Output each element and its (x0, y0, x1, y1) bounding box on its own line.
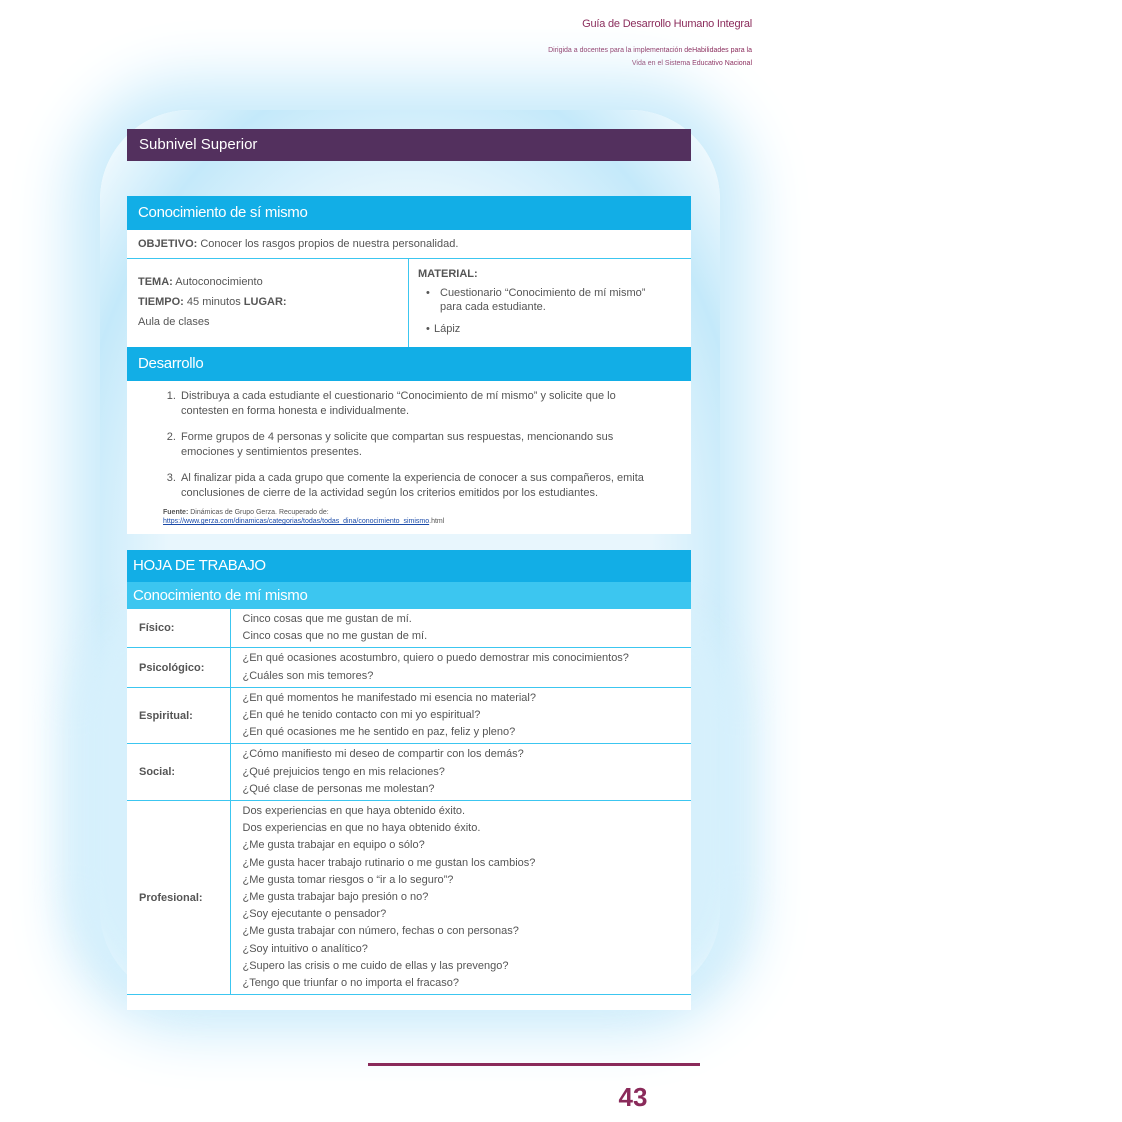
question-line: ¿Qué prejuicios tengo en mis relaciones? (242, 765, 445, 778)
objetivo-text: Conocer los rasgos propios de nuestra personalidad. (200, 238, 459, 250)
question-line: ¿En qué ocasiones acostumbro, quiero o puedo demostrar mis conocimientos? (242, 652, 629, 665)
question-line: ¿En qué momentos he manifestado mi esencia no material? (242, 691, 536, 704)
row-questions (230, 801, 691, 995)
desarrollo-body (127, 381, 691, 534)
question-line: ¿Me gusta hacer trabajo rutinario o me gustan los cambios? (242, 856, 536, 869)
question-line: ¿Cómo manifiesto mi deseo de compartir con los demás? (242, 748, 524, 761)
header-subtitle-line1: Dirigida a docentes para la implementación deHabilidades para la (548, 47, 752, 54)
header-title: Guía de Desarrollo Humano Integral (582, 18, 752, 30)
tiempo-text: 45 minutos (186, 296, 241, 308)
question-line: ¿Me gusta trabajar con número, fechas o con personas? (242, 925, 519, 938)
question-line: ¿Me gusta tomar riesgos o “ir a lo seguro”? (242, 873, 454, 886)
tema-label: TEMA: (138, 276, 173, 288)
desarrollo-steps (163, 389, 661, 501)
worksheet-card (127, 550, 691, 1010)
question-line: ¿Soy ejecutante o pensador? (242, 908, 387, 921)
activity-card (127, 196, 691, 534)
row-label: Psicológico: (127, 648, 230, 687)
table-row (127, 609, 691, 648)
subnivel-banner: Subnivel Superior (127, 129, 691, 161)
desarrollo-step: 2. Forme grupos de 4 personas y solicite que compartan sus respuestas, mencionando sus emociones y sentimientos presentes. (179, 430, 661, 460)
row-label: Social: (127, 744, 230, 801)
question-line: Cinco cosas que no me gustan de mí. (242, 630, 428, 643)
lugar-label: LUGAR: (243, 296, 287, 308)
row-label: Físico: (127, 609, 230, 648)
worksheet-table (127, 609, 691, 995)
question-line: ¿Qué clase de personas me molestan? (242, 782, 435, 795)
material-item: • Lápiz (418, 322, 654, 336)
fuente-label: Fuente: (163, 509, 189, 516)
material-block (409, 259, 691, 347)
question-line: ¿En qué ocasiones me he sentido en paz, feliz y pleno? (242, 726, 516, 739)
row-questions (230, 648, 691, 687)
worksheet-subtitle: Conocimiento de mí mismo (127, 582, 691, 609)
question-line: ¿Supero las crisis o me cuido de ellas y las prevengo? (242, 959, 509, 972)
desarrollo-step: 3. Al finalizar pida a cada grupo que comente la experiencia de conocer a sus compañeros, emita conclusiones de cierre de la actividad según los criterios emitidos por los estudiantes. (179, 471, 661, 501)
question-line: ¿Me gusta trabajar bajo presión o no? (242, 891, 429, 904)
question-line: ¿En qué he tenido contacto con mi yo espiritual? (242, 709, 481, 722)
table-row (127, 801, 691, 995)
tema-block (127, 259, 409, 347)
question-line: Dos experiencias en que no haya obtenido éxito. (242, 822, 481, 835)
material-item: • Cuestionario “Conocimiento de mí mismo” para cada estudiante. (418, 286, 660, 314)
fuente-citation (163, 508, 661, 526)
question-line: ¿Soy intuitivo o analítico? (242, 942, 368, 955)
tiempo-label: TIEMPO: (138, 296, 184, 308)
material-label: MATERIAL: (418, 268, 478, 280)
fuente-suffix: .html (429, 518, 445, 525)
question-line: Cinco cosas que me gustan de mí. (242, 613, 412, 625)
fuente-text: Dinámicas de Grupo Gerza. Recuperado de: (190, 509, 329, 516)
header-subtitle (548, 44, 752, 70)
question-line: ¿Cuáles son mis temores? (242, 669, 374, 682)
table-row (127, 687, 691, 744)
worksheet-title: HOJA DE TRABAJO (127, 550, 691, 582)
row-label: Espiritual: (127, 687, 230, 744)
tema-text: Autoconocimiento (175, 276, 263, 288)
desarrollo-title: Desarrollo (127, 347, 691, 381)
fuente-link[interactable]: https://www.gerza.com/dinamicas/categorias/todas/todas_dina/conocimiento_simismo (163, 518, 430, 525)
row-questions (230, 687, 691, 744)
objetivo-row (127, 230, 691, 259)
row-questions (230, 609, 691, 648)
table-row (127, 744, 691, 801)
footer-rule (368, 1063, 700, 1066)
row-questions (230, 744, 691, 801)
desarrollo-step: 1. Distribuya a cada estudiante el cuestionario “Conocimiento de mí mismo” y solicite que lo contesten en forma honesta e individualmente. (179, 389, 661, 419)
page-number: 43 (618, 1082, 648, 1112)
worksheet-bottom-spacer (127, 995, 691, 1010)
material-list (418, 286, 691, 336)
activity-title: Conocimiento de sí mismo (127, 196, 691, 230)
question-line: ¿Me gusta trabajar en equipo o sólo? (242, 839, 425, 852)
question-line: ¿Tengo que triunfar o no importa el fracaso? (242, 977, 459, 990)
tema-material-row (127, 259, 691, 347)
objetivo-label: OBJETIVO: (138, 238, 198, 250)
question-line: Dos experiencias en que haya obtenido éxito. (242, 805, 466, 818)
lugar-text: Aula de clases (138, 316, 210, 328)
row-label: Profesional: (127, 801, 230, 995)
table-row (127, 648, 691, 687)
header-subtitle-line2: Vida en el Sistema Educativo Nacional (631, 60, 752, 67)
